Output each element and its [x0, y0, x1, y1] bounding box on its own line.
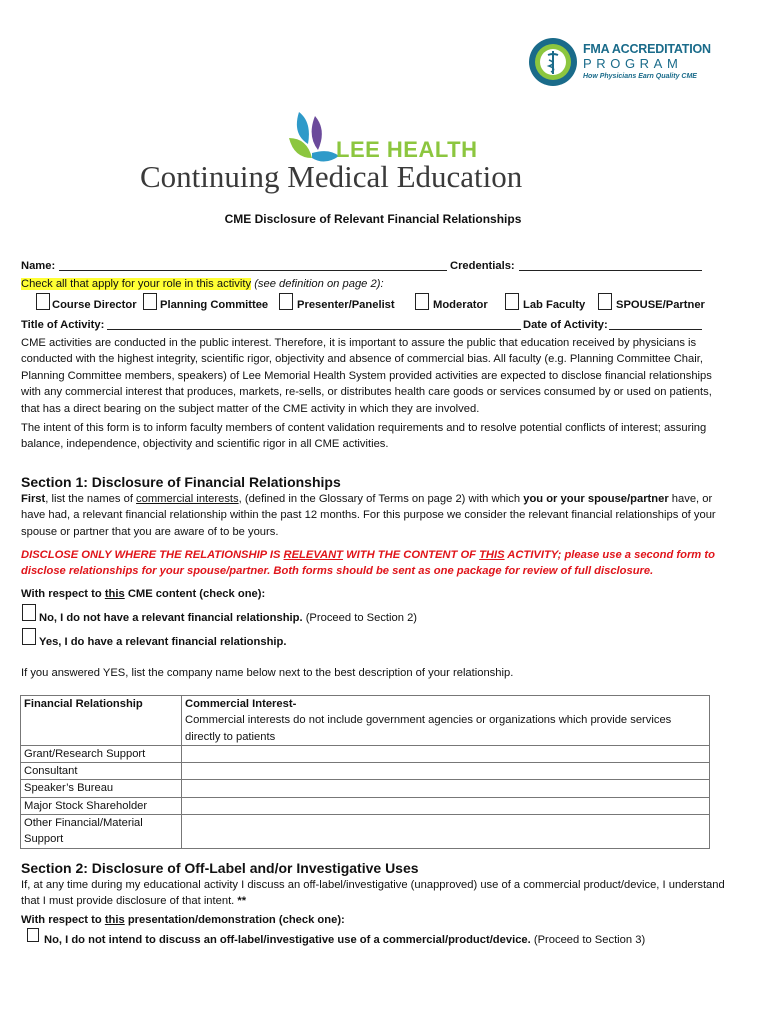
section1-respect-b: CME content (check one): [124, 588, 266, 600]
no-financial-tail: (Proceed to Section 2) [305, 612, 418, 624]
role-course-director-label: Course Director [52, 299, 137, 311]
section1-respect [21, 586, 265, 602]
name-field[interactable] [59, 270, 447, 271]
table-row [21, 815, 710, 849]
col-commercial-title: Commercial Interest- [185, 698, 297, 710]
no-offlabel-label: No, I do not intend to discuss an off-label/investigative use of a commercial/product/device. [44, 934, 531, 946]
role-lab-faculty-label: Lab Faculty [523, 299, 586, 311]
lee-cme-title: Continuing Medical Education [140, 159, 523, 194]
section1-respect-a: With respect to [21, 588, 105, 600]
role-planning-committee-checkbox[interactable] [143, 293, 157, 310]
yes-note: If you answered YES, list the company name below next to the best description of your relationship. [21, 667, 514, 679]
section2-stars: ** [234, 895, 247, 908]
yes-financial-label: Yes, I do have a relevant financial relationship. [39, 636, 287, 648]
section2-heading: Section 2: Disclosure of Off-Label and/or Investigative Uses [21, 860, 419, 876]
fma-line3: How Physicians Earn Quality CME [583, 73, 697, 80]
role-lab-faculty-checkbox[interactable] [505, 293, 519, 310]
role-presenter-label: Presenter/Panelist [297, 299, 395, 311]
credentials-label: Credentials: [450, 260, 515, 272]
date-of-activity-label: Date of Activity: [523, 319, 608, 331]
credentials-field[interactable] [519, 270, 702, 271]
financial-relationship-table [20, 695, 710, 849]
section1-paragraph [21, 491, 727, 540]
row-input-stock[interactable] [182, 797, 710, 814]
no-offlabel-checkbox[interactable] [27, 928, 39, 942]
section2-respect-a: With respect to [21, 914, 105, 926]
row-label-stock: Major Stock Shareholder [21, 797, 182, 814]
check-note [21, 276, 384, 292]
section2-text: If, at any time during my educational activity I discuss an off-label/investigative (unapproved) use of a commercial product/device, I understand that I must provide disclosure of that intent. [21, 879, 725, 908]
no-financial-checkbox[interactable] [22, 604, 36, 621]
disclose-warning [21, 547, 727, 580]
table-row [21, 763, 710, 780]
section1-bold: you or your spouse/partner [523, 493, 669, 505]
intro-paragraph: CME activities are conducted in the public interest. Therefore, it is important to assure the public that education received by physicians is conducted with the highest integrity, scientific rigor, objectivity and absence of commercial bias. All faculty (e.g. Planning Committee Chair, Planning Committee members, speakers) of Lee Memorial Health System provided activities are expected to disclose financial relationships with any commercial interest that produces, markets, re-sells, or distributes health care goods or services consumed by or used on patients, that has a direct bearing on the subject matter of the CME activity in which they are involved. [21, 337, 712, 415]
lee-brand: LEE HEALTH [336, 137, 478, 162]
section2-paragraph [21, 877, 727, 910]
table-header-row [21, 696, 710, 746]
row-label-speakers: Speaker’s Bureau [21, 780, 182, 797]
role-planning-committee-label: Planning Committee [160, 299, 269, 311]
role-spouse-label: SPOUSE/Partner [616, 299, 705, 311]
intent-paragraph: The intent of this form is to inform faculty members of content validation requirements and to resolve potential conflicts of interest; assuring balance, independence, objectivity and scientific rigor in all CME activities. [21, 422, 707, 451]
fma-line2: PROGRAM [583, 56, 683, 71]
table-row [21, 745, 710, 762]
section1-first: First [21, 493, 46, 505]
no-financial-option [39, 610, 417, 626]
row-label-grant: Grant/Research Support [21, 745, 182, 762]
table-header-relationship [21, 696, 182, 746]
no-offlabel-tail: (Proceed to Section 3) [533, 934, 646, 946]
fma-caduceus-icon [527, 36, 579, 88]
col-relationship-label: Financial Relationship [24, 698, 143, 710]
warning-text-a: DISCLOSE ONLY WHERE THE RELATIONSHIP IS [21, 549, 284, 561]
section1-respect-this: this [104, 588, 125, 600]
row-input-other[interactable] [182, 815, 710, 849]
section2-respect-this: this [104, 914, 125, 926]
row-input-consultant[interactable] [182, 763, 710, 780]
title-of-activity-field[interactable] [107, 329, 521, 330]
role-spouse-checkbox[interactable] [598, 293, 612, 310]
warning-this: THIS [479, 549, 505, 561]
row-label-other: Other Financial/Material Support [21, 815, 182, 849]
role-course-director-checkbox[interactable] [36, 293, 50, 310]
name-label: Name: [21, 260, 56, 272]
section1-heading: Section 1: Disclosure of Financial Relationships [21, 474, 341, 490]
fma-line1: FMA ACCREDITATION [583, 42, 711, 56]
section1-text-a: , list the names of [45, 493, 137, 505]
role-moderator-label: Moderator [433, 299, 488, 311]
role-presenter-checkbox[interactable] [279, 293, 293, 310]
lee-health-logo [130, 105, 610, 195]
check-note-highlight: Check all that apply for your role in this activity [21, 278, 252, 290]
row-input-speakers[interactable] [182, 780, 710, 797]
table-row [21, 780, 710, 797]
fma-logo [527, 36, 711, 88]
section1-text-c: have, or have had, a relevant financial relationship within the past 12 months. For this purpose we consider the relevant financial relationships of your spouse or partner that you are aware of to be yours. [21, 493, 716, 538]
form-title: CME Disclosure of Relevant Financial Relationships [224, 212, 522, 226]
commercial-interests-link[interactable]: commercial interests [136, 493, 239, 505]
no-financial-label: No, I do not have a relevant financial relationship. [39, 612, 303, 624]
title-of-activity-label: Title of Activity: [21, 319, 105, 331]
table-header-commercial [182, 696, 710, 746]
role-moderator-checkbox[interactable] [415, 293, 429, 310]
warning-relevant: RELEVANT [283, 549, 343, 561]
section1-text-b: , (defined in the Glossary of Terms on page 2) with which [238, 493, 524, 505]
date-of-activity-field[interactable] [609, 329, 702, 330]
warning-text-b: WITH THE CONTENT OF [342, 549, 480, 561]
section2-respect [21, 912, 345, 928]
warning-text-c: ACTIVITY; please use a second form to disclose relationships for your spouse/partner. Both forms should be sent as one package for review of full disclosure. [21, 549, 715, 578]
no-offlabel-option [44, 932, 645, 948]
col-commercial-desc: Commercial interests do not include government agencies or organizations which provide services directly to patients [185, 714, 672, 743]
section2-respect-b: presentation/demonstration (check one): [124, 914, 345, 926]
check-note-tail: (see definition on page 2): [254, 278, 384, 290]
row-label-consultant: Consultant [21, 763, 182, 780]
yes-financial-checkbox[interactable] [22, 628, 36, 645]
row-input-grant[interactable] [182, 745, 710, 762]
table-row [21, 797, 710, 814]
